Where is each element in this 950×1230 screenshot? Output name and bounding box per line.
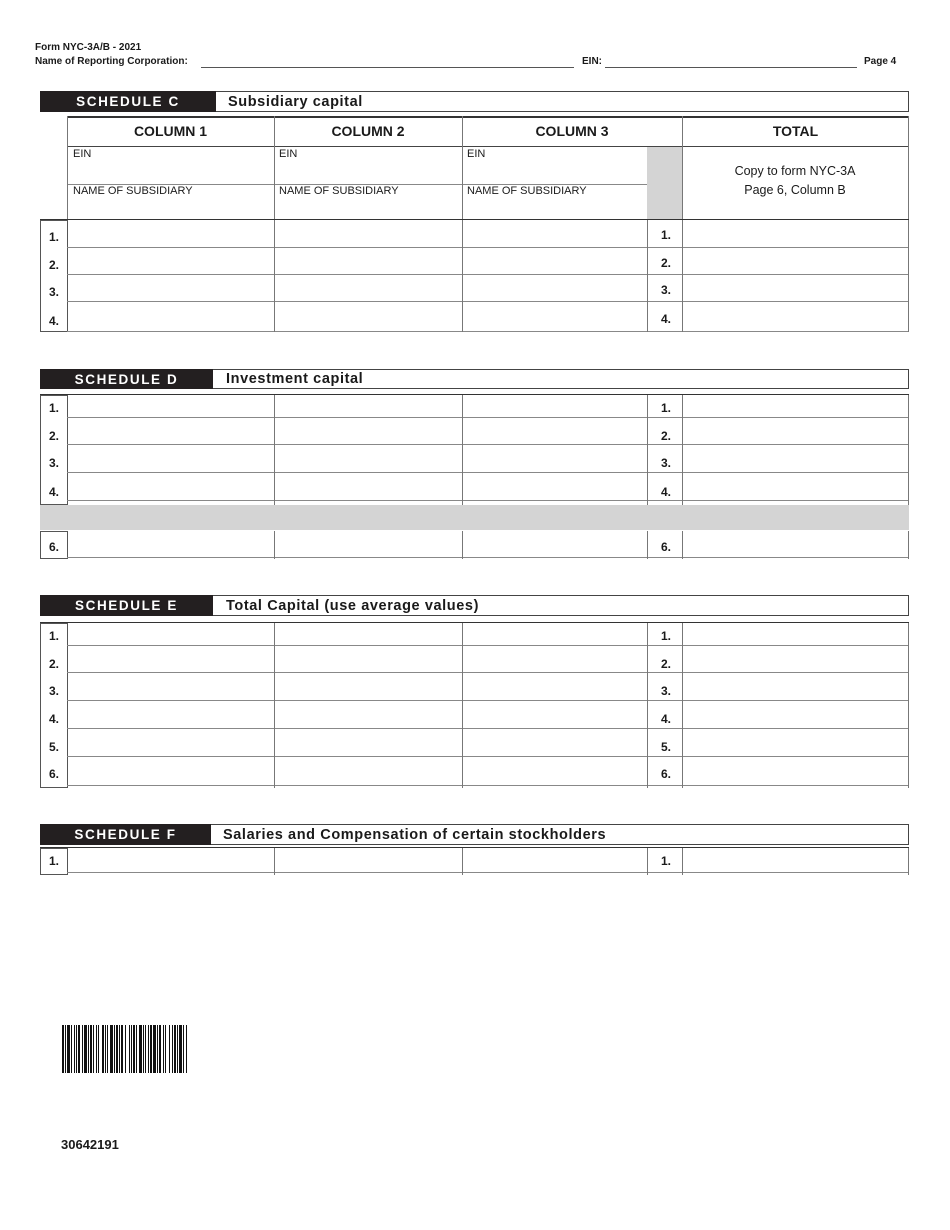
schedule-f-row-1-num-right: 1. — [660, 854, 671, 868]
schedule-e-row-5-num: 5. — [48, 740, 59, 754]
divider — [67, 417, 909, 418]
divider — [462, 395, 463, 505]
column-2-header: COLUMN 2 — [331, 123, 405, 139]
schedule-e-row-3-num-right: 3. — [660, 684, 671, 698]
divider — [67, 472, 909, 473]
column-3-header: COLUMN 3 — [535, 123, 609, 139]
divider — [462, 220, 463, 332]
divider — [274, 116, 275, 220]
divider — [67, 872, 909, 873]
divider — [274, 848, 275, 875]
col3-ein-label: EIN — [467, 148, 486, 160]
page-number: Page 4 — [864, 56, 897, 67]
schedule-d-row-3-num-right: 3. — [660, 456, 671, 470]
divider — [682, 623, 683, 788]
schedule-c-shaded-cell — [647, 147, 682, 219]
schedule-d-row-6-num: 6. — [48, 540, 59, 554]
ein-field[interactable] — [605, 67, 857, 68]
divider — [67, 756, 909, 757]
schedule-d-row-1-num-right: 1. — [660, 401, 671, 415]
col3-name-label: NAME OF SUBSIDIARY — [467, 185, 587, 197]
schedule-d-row-4-num-right: 4. — [660, 485, 671, 499]
total-note-line2: Page 6, Column B — [744, 183, 846, 197]
divider — [274, 623, 275, 788]
divider — [67, 116, 68, 220]
schedule-c-row-3-num-right: 3. — [660, 283, 671, 297]
col2-ein-label: EIN — [279, 148, 298, 160]
divider — [40, 847, 909, 848]
divider — [647, 623, 648, 788]
barcode-image — [62, 1025, 188, 1073]
divider — [274, 531, 275, 559]
divider — [67, 645, 909, 646]
schedule-f-row-1-num: 1. — [48, 854, 59, 868]
divider — [67, 785, 909, 786]
divider — [67, 331, 909, 332]
corp-name-label: Name of Reporting Corporation: — [35, 56, 188, 67]
schedule-d-tag: SCHEDULE D — [40, 369, 213, 389]
divider — [647, 220, 648, 332]
divider — [647, 848, 648, 875]
col1-ein-label: EIN — [73, 148, 92, 160]
schedule-e-tag: SCHEDULE E — [40, 595, 213, 616]
schedule-c-row-4-num-right: 4. — [660, 312, 671, 326]
schedule-f-tag: SCHEDULE F — [40, 824, 211, 845]
divider — [682, 848, 683, 875]
schedule-e-row-4-num-right: 4. — [660, 712, 671, 726]
divider — [67, 274, 909, 275]
schedule-d-row-2-num-right: 2. — [660, 429, 671, 443]
schedule-d-row-3-num: 3. — [48, 456, 59, 470]
schedule-f-title: Salaries and Compensation of certain stockholders — [223, 826, 607, 843]
schedule-e-row-2-num-right: 2. — [660, 657, 671, 671]
divider — [67, 247, 909, 248]
divider — [40, 622, 909, 623]
divider — [274, 220, 275, 332]
sched-c-r1-col1-field[interactable] — [69, 221, 273, 246]
schedule-c-row-1-num: 1. — [48, 230, 59, 244]
schedule-e-row-4-num: 4. — [48, 712, 59, 726]
divider — [908, 848, 909, 875]
schedule-e-row-1-num: 1. — [48, 629, 59, 643]
divider — [462, 848, 463, 875]
total-note-line1: Copy to form NYC-3A — [734, 164, 856, 178]
schedule-c-header-bottom — [67, 146, 909, 147]
schedule-c-header-top — [67, 116, 909, 118]
sched-c-r1-col2-field[interactable] — [276, 221, 461, 246]
schedule-c-row-2-num-right: 2. — [660, 256, 671, 270]
divider — [682, 531, 683, 559]
schedule-c-row-3-num: 3. — [48, 285, 59, 299]
divider — [274, 395, 275, 505]
divider — [67, 444, 909, 445]
schedule-e-row-1-num-right: 1. — [660, 629, 671, 643]
schedule-e-row-6-num-right: 6. — [660, 767, 671, 781]
schedule-e-title: Total Capital (use average values) — [226, 597, 480, 614]
divider — [67, 700, 909, 701]
schedule-e-row-6-num: 6. — [48, 767, 59, 781]
divider — [908, 395, 909, 505]
schedule-d-row-1-num: 1. — [48, 401, 59, 415]
schedule-e-row-3-num: 3. — [48, 684, 59, 698]
divider — [682, 220, 683, 332]
schedule-d-row-5-shaded — [40, 505, 909, 530]
schedule-d-row-6-num-right: 6. — [660, 540, 671, 554]
divider — [682, 395, 683, 505]
document-id: 30642191 — [61, 1137, 119, 1152]
schedule-c-tag: SCHEDULE C — [40, 91, 216, 112]
schedule-e-row-5-num-right: 5. — [660, 740, 671, 754]
divider — [462, 116, 463, 220]
sched-c-r1-total-field[interactable] — [684, 221, 907, 246]
divider — [647, 395, 648, 505]
divider — [908, 623, 909, 788]
divider — [67, 557, 909, 558]
schedule-c-row-4-num: 4. — [48, 314, 59, 328]
divider — [67, 500, 909, 501]
divider — [40, 394, 909, 395]
divider — [647, 531, 648, 559]
total-header: TOTAL — [772, 123, 819, 139]
form-name: Form NYC-3A/B - 2021 — [35, 42, 142, 53]
col1-name-label: NAME OF SUBSIDIARY — [73, 185, 193, 197]
col2-name-label: NAME OF SUBSIDIARY — [279, 185, 399, 197]
divider — [67, 728, 909, 729]
divider — [908, 220, 909, 332]
ein-label: EIN: — [582, 56, 602, 67]
schedule-c-title: Subsidiary capital — [228, 93, 363, 110]
schedule-e-row-2-num: 2. — [48, 657, 59, 671]
divider — [682, 116, 683, 220]
divider — [462, 623, 463, 788]
divider — [908, 531, 909, 559]
schedule-c-row-2-num: 2. — [48, 258, 59, 272]
schedule-e-rownum-column — [40, 623, 68, 788]
divider — [67, 301, 909, 302]
corp-name-field[interactable] — [201, 67, 574, 68]
schedule-c-data-top — [40, 219, 909, 220]
schedule-d-title: Investment capital — [226, 371, 364, 387]
schedule-d-row-4-num: 4. — [48, 485, 59, 499]
schedule-c-row-1-num-right: 1. — [660, 228, 671, 242]
barcode-bar — [187, 1025, 188, 1073]
divider — [462, 531, 463, 559]
sched-c-r1-col3-field[interactable] — [464, 221, 646, 246]
divider — [908, 116, 909, 220]
column-1-header: COLUMN 1 — [133, 123, 208, 139]
schedule-d-row-2-num: 2. — [48, 429, 59, 443]
divider — [67, 672, 909, 673]
